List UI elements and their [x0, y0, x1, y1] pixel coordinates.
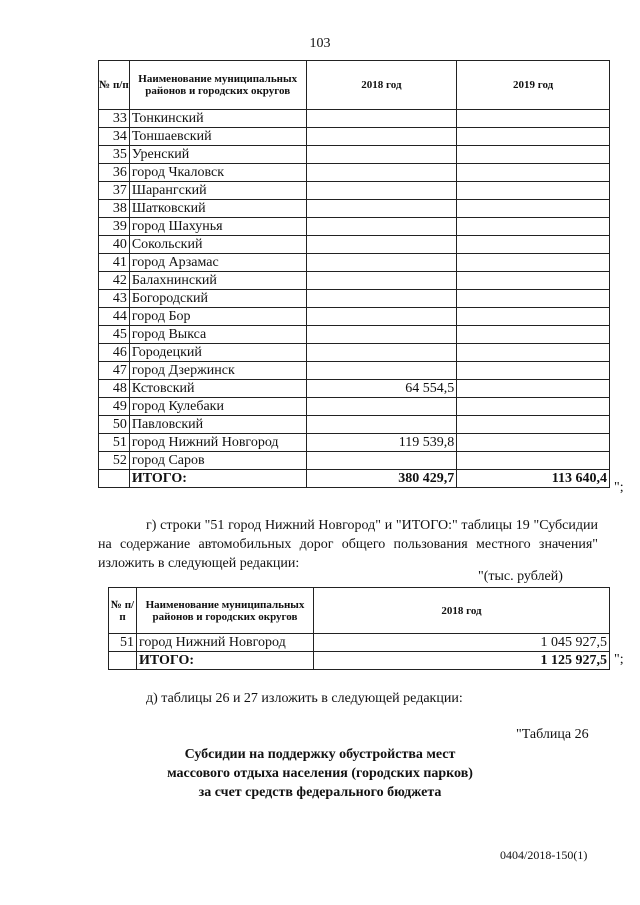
table-row: [99, 110, 610, 128]
col-header-name: Наименование муниципальных районов и городских округов: [137, 588, 314, 634]
row-value-2019: [457, 236, 610, 254]
row-name: город Чкаловск: [129, 164, 306, 182]
row-number: 35: [99, 146, 130, 164]
row-value-2019: [457, 272, 610, 290]
row-value-2018: [306, 290, 457, 308]
col-header-name: Наименование муниципальных районов и городских округов: [129, 61, 306, 110]
row-name: Балахнинский: [129, 272, 306, 290]
row-value-2019: [457, 128, 610, 146]
row-number: 43: [99, 290, 130, 308]
total-label: ИТОГО:: [129, 470, 306, 488]
table2-closing-quote: ";: [614, 652, 624, 667]
row-value-2018: [306, 308, 457, 326]
row-value-2018: [306, 398, 457, 416]
row-name: город Дзержинск: [129, 362, 306, 380]
table-row: [99, 434, 610, 452]
row-value-2019: [457, 164, 610, 182]
row-name: город Саров: [129, 452, 306, 470]
title-line: Субсидии на поддержку обустройства мест: [184, 747, 456, 762]
row-name: Тонкинский: [129, 110, 306, 128]
row-name: Шарангский: [129, 182, 306, 200]
row-value-2019: [457, 416, 610, 434]
row-name: город Кулебаки: [129, 398, 306, 416]
row-value-2018: [306, 452, 457, 470]
row-number: 52: [99, 452, 130, 470]
row-name: город Нижний Новгород: [129, 434, 306, 452]
table-row: [99, 146, 610, 164]
row-value-2019: [457, 146, 610, 164]
table1-closing-quote: ";: [614, 480, 624, 495]
row-name: Павловский: [129, 416, 306, 434]
row-number: 47: [99, 362, 130, 380]
row-name: Тоншаевский: [129, 128, 306, 146]
table-row: [99, 452, 610, 470]
row-number: 38: [99, 200, 130, 218]
row-number: 37: [99, 182, 130, 200]
row-name: Городецкий: [129, 344, 306, 362]
paragraph-d: д) таблицы 26 и 27 изложить в следующей редакции:: [146, 691, 463, 706]
row-value-2019: [457, 110, 610, 128]
total-value-2018: 1 125 927,5: [314, 652, 610, 670]
row-value-2019: [457, 434, 610, 452]
row-name: Уренский: [129, 146, 306, 164]
col-header-2018: 2018 год: [314, 588, 610, 634]
municipal-table: [98, 60, 610, 488]
title-line: массового отдыха населения (городских парков): [167, 766, 473, 781]
row-number: 51: [99, 434, 130, 452]
row-value-2018: 119 539,8: [306, 434, 457, 452]
col-header-2018: 2018 год: [306, 61, 457, 110]
table-row: [99, 290, 610, 308]
row-value-2019: [457, 218, 610, 236]
row-value-2018: [306, 110, 457, 128]
row-value-2019: [457, 398, 610, 416]
page-number: 103: [309, 36, 331, 51]
row-name: Кстовский: [129, 380, 306, 398]
total-label: ИТОГО:: [137, 652, 314, 670]
row-value-2019: [457, 380, 610, 398]
table-row: [99, 200, 610, 218]
row-value-2019: [457, 326, 610, 344]
table-row: [99, 416, 610, 434]
row-value-2019: [457, 182, 610, 200]
table-row: [99, 254, 610, 272]
row-name: город Нижний Новгород: [137, 634, 314, 652]
table-row: [99, 272, 610, 290]
row-name: город Шахунья: [129, 218, 306, 236]
table-row: [99, 308, 610, 326]
table-row: [99, 164, 610, 182]
row-value-2018: 1 045 927,5: [314, 634, 610, 652]
row-number: 50: [99, 416, 130, 434]
row-value-2019: [457, 200, 610, 218]
total-row: [109, 652, 610, 670]
row-number: 41: [99, 254, 130, 272]
row-value-2018: [306, 200, 457, 218]
row-number: 49: [99, 398, 130, 416]
row-name: Сокольский: [129, 236, 306, 254]
row-name: город Выкса: [129, 326, 306, 344]
row-value-2018: [306, 236, 457, 254]
row-number: 51: [109, 634, 137, 652]
row-name: Шатковский: [129, 200, 306, 218]
paragraph-g: г) строки "51 город Нижний Новгород" и "ИТОГО:" таблицы 19 "Субсидии на содержание автомобильных дорог общего пользования местного значения" изложить в следующей редакции:: [98, 518, 598, 571]
row-value-2019: [457, 254, 610, 272]
total-row: [99, 470, 610, 488]
row-name: город Арзамас: [129, 254, 306, 272]
row-number: 39: [99, 218, 130, 236]
row-value-2019: [457, 452, 610, 470]
row-value-2018: [306, 272, 457, 290]
row-number: 42: [99, 272, 130, 290]
row-number: 34: [99, 128, 130, 146]
row-name: Богородский: [129, 290, 306, 308]
road-subsidy-table: [108, 587, 610, 670]
row-name: город Бор: [129, 308, 306, 326]
row-value-2018: [306, 128, 457, 146]
row-value-2018: [306, 254, 457, 272]
units-label: "(тыс. рублей): [478, 569, 563, 584]
row-value-2019: [457, 344, 610, 362]
row-value-2018: [306, 164, 457, 182]
row-number: 45: [99, 326, 130, 344]
table-row: [99, 362, 610, 380]
row-value-2019: [457, 362, 610, 380]
row-value-2018: [306, 362, 457, 380]
table-row: [99, 236, 610, 254]
table-row: [99, 182, 610, 200]
row-value-2018: [306, 344, 457, 362]
col-header-2019: 2019 год: [457, 61, 610, 110]
title-line: за счет средств федерального бюджета: [198, 785, 442, 800]
row-value-2018: [306, 146, 457, 164]
row-value-2019: [457, 308, 610, 326]
table-row: [99, 128, 610, 146]
row-value-2018: [306, 326, 457, 344]
row-number: 46: [99, 344, 130, 362]
row-value-2018: [306, 182, 457, 200]
row-value-2018: [306, 218, 457, 236]
row-number: 33: [99, 110, 130, 128]
row-number: 36: [99, 164, 130, 182]
row-number: 40: [99, 236, 130, 254]
total-value-2018: 380 429,7: [306, 470, 457, 488]
row-value-2019: [457, 290, 610, 308]
total-value-2019: 113 640,4: [457, 470, 610, 488]
table-row: [99, 218, 610, 236]
row-value-2018: 64 554,5: [306, 380, 457, 398]
table-row: [99, 398, 610, 416]
row-value-2018: [306, 416, 457, 434]
table-26-label: "Таблица 26: [516, 727, 589, 742]
document-code: 0404/2018-150(1): [500, 848, 588, 862]
table-row: [109, 634, 610, 652]
row-number: 44: [99, 308, 130, 326]
table-row: [99, 344, 610, 362]
col-header-number: № п/п: [109, 588, 137, 634]
col-header-number: № п/п: [99, 61, 130, 110]
row-number: 48: [99, 380, 130, 398]
section-title: [0, 745, 640, 802]
table-row: [99, 326, 610, 344]
table-row: [99, 380, 610, 398]
